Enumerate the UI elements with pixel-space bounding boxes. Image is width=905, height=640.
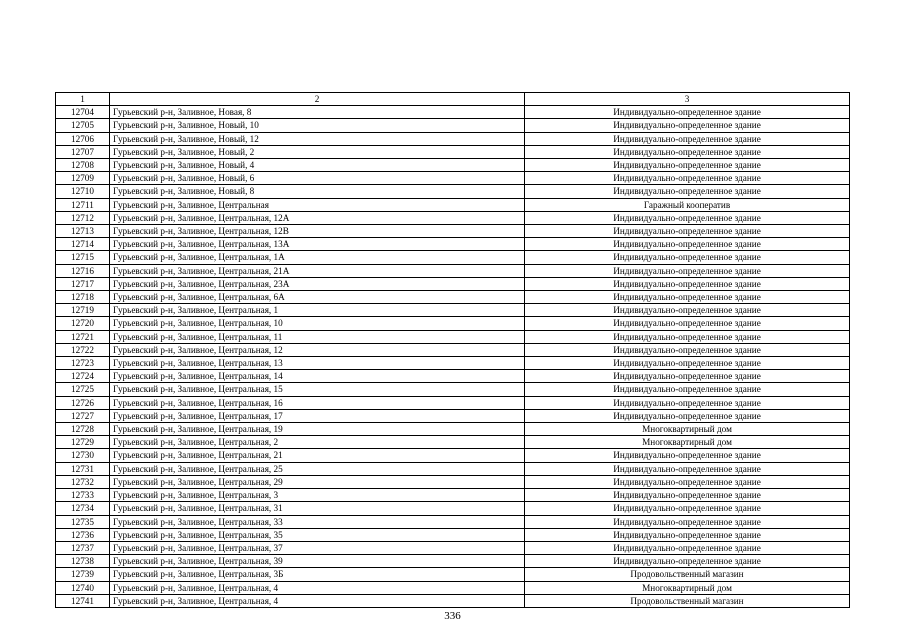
object-type-cell: Гаражный кооператив xyxy=(525,198,850,211)
address-cell: Гурьевский р-н, Заливное, Новый, 4 xyxy=(110,159,525,172)
table-row xyxy=(56,330,850,343)
object-type-cell: Продовольственный магазин xyxy=(525,568,850,581)
record-number: 12729 xyxy=(56,436,110,449)
table-row xyxy=(56,462,850,475)
object-type-cell: Индивидуально-определенное здание xyxy=(525,225,850,238)
object-type-cell: Индивидуально-определенное здание xyxy=(525,357,850,370)
object-type-cell: Индивидуально-определенное здание xyxy=(525,475,850,488)
address-cell: Гурьевский р-н, Заливное, Центральная, 15 xyxy=(110,383,525,396)
record-number: 12728 xyxy=(56,423,110,436)
record-number: 12737 xyxy=(56,541,110,554)
table-row xyxy=(56,225,850,238)
object-type-cell: Индивидуально-определенное здание xyxy=(525,343,850,356)
address-cell: Гурьевский р-н, Заливное, Новая, 8 xyxy=(110,106,525,119)
table-row xyxy=(56,555,850,568)
object-type-cell: Индивидуально-определенное здание xyxy=(525,304,850,317)
object-type-cell: Индивидуально-определенное здание xyxy=(525,383,850,396)
record-number: 12731 xyxy=(56,462,110,475)
object-type-cell: Индивидуально-определенное здание xyxy=(525,291,850,304)
object-type-cell: Индивидуально-определенное здание xyxy=(525,502,850,515)
table-row xyxy=(56,502,850,515)
table-row xyxy=(56,304,850,317)
record-number: 12709 xyxy=(56,172,110,185)
object-type-cell: Индивидуально-определенное здание xyxy=(525,449,850,462)
table-row xyxy=(56,383,850,396)
record-number: 12718 xyxy=(56,291,110,304)
record-number: 12724 xyxy=(56,370,110,383)
table-row xyxy=(56,145,850,158)
object-type-cell: Индивидуально-определенное здание xyxy=(525,515,850,528)
address-cell: Гурьевский р-н, Заливное, Центральная, 14 xyxy=(110,370,525,383)
object-type-cell: Многоквартирный дом xyxy=(525,436,850,449)
address-cell: Гурьевский р-н, Заливное, Новый, 12 xyxy=(110,132,525,145)
record-number: 12727 xyxy=(56,409,110,422)
record-number: 12722 xyxy=(56,343,110,356)
record-number: 12714 xyxy=(56,238,110,251)
column-header-3: 3 xyxy=(525,93,850,106)
record-number: 12723 xyxy=(56,357,110,370)
table-row xyxy=(56,343,850,356)
object-type-cell: Индивидуально-определенное здание xyxy=(525,119,850,132)
address-cell: Гурьевский р-н, Заливное, Новый, 8 xyxy=(110,185,525,198)
table-row xyxy=(56,396,850,409)
table-row xyxy=(56,198,850,211)
table-row xyxy=(56,581,850,594)
object-type-cell: Индивидуально-определенное здание xyxy=(525,251,850,264)
object-type-cell: Индивидуально-определенное здание xyxy=(525,462,850,475)
object-type-cell: Индивидуально-определенное здание xyxy=(525,159,850,172)
table-row xyxy=(56,568,850,581)
table-row xyxy=(56,238,850,251)
address-cell: Гурьевский р-н, Заливное, Центральная, 12А xyxy=(110,211,525,224)
address-cell: Гурьевский р-н, Заливное, Центральная xyxy=(110,198,525,211)
object-type-cell: Индивидуально-определенное здание xyxy=(525,185,850,198)
address-cell: Гурьевский р-н, Заливное, Центральная, 25 xyxy=(110,462,525,475)
object-type-cell: Индивидуально-определенное здание xyxy=(525,264,850,277)
record-number: 12719 xyxy=(56,304,110,317)
table-row xyxy=(56,159,850,172)
address-cell: Гурьевский р-н, Заливное, Центральная, 11 xyxy=(110,330,525,343)
address-cell: Гурьевский р-н, Заливное, Центральная, 2 xyxy=(110,436,525,449)
record-number: 12708 xyxy=(56,159,110,172)
table-row xyxy=(56,528,850,541)
address-cell: Гурьевский р-н, Заливное, Центральная, 29 xyxy=(110,475,525,488)
object-type-cell: Индивидуально-определенное здание xyxy=(525,238,850,251)
table-row xyxy=(56,211,850,224)
record-number: 12707 xyxy=(56,145,110,158)
address-cell: Гурьевский р-н, Заливное, Центральная, 31 xyxy=(110,502,525,515)
record-number: 12713 xyxy=(56,225,110,238)
record-number: 12706 xyxy=(56,132,110,145)
table-row xyxy=(56,357,850,370)
address-cell: Гурьевский р-н, Заливное, Центральная, 21 xyxy=(110,449,525,462)
page-number: 336 xyxy=(444,610,461,622)
table-row xyxy=(56,449,850,462)
table-row xyxy=(56,106,850,119)
address-cell: Гурьевский р-н, Заливное, Центральная, 39 xyxy=(110,555,525,568)
object-type-cell: Индивидуально-определенное здание xyxy=(525,528,850,541)
address-cell: Гурьевский р-н, Заливное, Центральная, 13 xyxy=(110,357,525,370)
object-type-cell: Индивидуально-определенное здание xyxy=(525,555,850,568)
object-type-cell: Индивидуально-определенное здание xyxy=(525,541,850,554)
address-cell: Гурьевский р-н, Заливное, Центральная, 10 xyxy=(110,317,525,330)
record-number: 12735 xyxy=(56,515,110,528)
table-row xyxy=(56,317,850,330)
record-number: 12726 xyxy=(56,396,110,409)
address-cell: Гурьевский р-н, Заливное, Центральная, 3Б xyxy=(110,568,525,581)
object-type-cell: Индивидуально-определенное здание xyxy=(525,132,850,145)
record-number: 12716 xyxy=(56,264,110,277)
object-type-cell: Индивидуально-определенное здание xyxy=(525,370,850,383)
record-number: 12715 xyxy=(56,251,110,264)
record-number: 12712 xyxy=(56,211,110,224)
object-type-cell: Продовольственный магазин xyxy=(525,594,850,607)
object-type-cell: Индивидуально-определенное здание xyxy=(525,396,850,409)
record-number: 12710 xyxy=(56,185,110,198)
header-row xyxy=(56,93,850,106)
address-cell: Гурьевский р-н, Заливное, Центральная, 4 xyxy=(110,581,525,594)
table-row xyxy=(56,185,850,198)
table-body xyxy=(56,106,850,608)
address-cell: Гурьевский р-н, Заливное, Центральная, 35 xyxy=(110,528,525,541)
object-type-cell: Индивидуально-определенное здание xyxy=(525,317,850,330)
table-row xyxy=(56,172,850,185)
record-number: 12739 xyxy=(56,568,110,581)
table-row xyxy=(56,489,850,502)
object-type-cell: Многоквартирный дом xyxy=(525,423,850,436)
address-cell: Гурьевский р-н, Заливное, Центральная, 12В xyxy=(110,225,525,238)
object-type-cell: Индивидуально-определенное здание xyxy=(525,106,850,119)
address-cell: Гурьевский р-н, Заливное, Центральная, 12 xyxy=(110,343,525,356)
record-number: 12705 xyxy=(56,119,110,132)
table-row xyxy=(56,423,850,436)
address-cell: Гурьевский р-н, Заливное, Центральная, 21А xyxy=(110,264,525,277)
record-number: 12732 xyxy=(56,475,110,488)
record-number: 12734 xyxy=(56,502,110,515)
address-cell: Гурьевский р-н, Заливное, Новый, 10 xyxy=(110,119,525,132)
record-number: 12740 xyxy=(56,581,110,594)
table-row xyxy=(56,370,850,383)
record-number: 12725 xyxy=(56,383,110,396)
table-row xyxy=(56,277,850,290)
object-type-cell: Индивидуально-определенное здание xyxy=(525,277,850,290)
table-row xyxy=(56,132,850,145)
object-type-cell: Индивидуально-определенное здание xyxy=(525,489,850,502)
address-cell: Гурьевский р-н, Заливное, Центральная, 1А xyxy=(110,251,525,264)
address-cell: Гурьевский р-н, Заливное, Новый, 6 xyxy=(110,172,525,185)
record-number: 12741 xyxy=(56,594,110,607)
table-row xyxy=(56,409,850,422)
record-number: 12717 xyxy=(56,277,110,290)
object-type-cell: Индивидуально-определенное здание xyxy=(525,211,850,224)
record-number: 12733 xyxy=(56,489,110,502)
address-cell: Гурьевский р-н, Заливное, Центральная, 6А xyxy=(110,291,525,304)
address-cell: Гурьевский р-н, Заливное, Центральная, 3 xyxy=(110,489,525,502)
record-number: 12711 xyxy=(56,198,110,211)
address-cell: Гурьевский р-н, Заливное, Центральная, 4 xyxy=(110,594,525,607)
record-number: 12736 xyxy=(56,528,110,541)
table-row xyxy=(56,515,850,528)
address-cell: Гурьевский р-н, Заливное, Центральная, 33 xyxy=(110,515,525,528)
table-row xyxy=(56,119,850,132)
address-cell: Гурьевский р-н, Заливное, Центральная, 1 xyxy=(110,304,525,317)
address-cell: Гурьевский р-н, Заливное, Новый, 2 xyxy=(110,145,525,158)
property-table xyxy=(55,92,850,608)
record-number: 12721 xyxy=(56,330,110,343)
table-row xyxy=(56,291,850,304)
address-cell: Гурьевский р-н, Заливное, Центральная, 23А xyxy=(110,277,525,290)
address-cell: Гурьевский р-н, Заливное, Центральная, 37 xyxy=(110,541,525,554)
column-header-2: 2 xyxy=(110,93,525,106)
address-cell: Гурьевский р-н, Заливное, Центральная, 16 xyxy=(110,396,525,409)
object-type-cell: Индивидуально-определенное здание xyxy=(525,409,850,422)
record-number: 12720 xyxy=(56,317,110,330)
address-cell: Гурьевский р-н, Заливное, Центральная, 17 xyxy=(110,409,525,422)
table-row xyxy=(56,436,850,449)
object-type-cell: Многоквартирный дом xyxy=(525,581,850,594)
table-row xyxy=(56,475,850,488)
address-cell: Гурьевский р-н, Заливное, Центральная, 19 xyxy=(110,423,525,436)
table-row xyxy=(56,541,850,554)
table-row xyxy=(56,251,850,264)
object-type-cell: Индивидуально-определенное здание xyxy=(525,172,850,185)
record-number: 12730 xyxy=(56,449,110,462)
object-type-cell: Индивидуально-определенное здание xyxy=(525,330,850,343)
table-row xyxy=(56,594,850,607)
table-row xyxy=(56,264,850,277)
record-number: 12738 xyxy=(56,555,110,568)
column-header-1: 1 xyxy=(56,93,110,106)
record-number: 12704 xyxy=(56,106,110,119)
object-type-cell: Индивидуально-определенное здание xyxy=(525,145,850,158)
address-cell: Гурьевский р-н, Заливное, Центральная, 13А xyxy=(110,238,525,251)
